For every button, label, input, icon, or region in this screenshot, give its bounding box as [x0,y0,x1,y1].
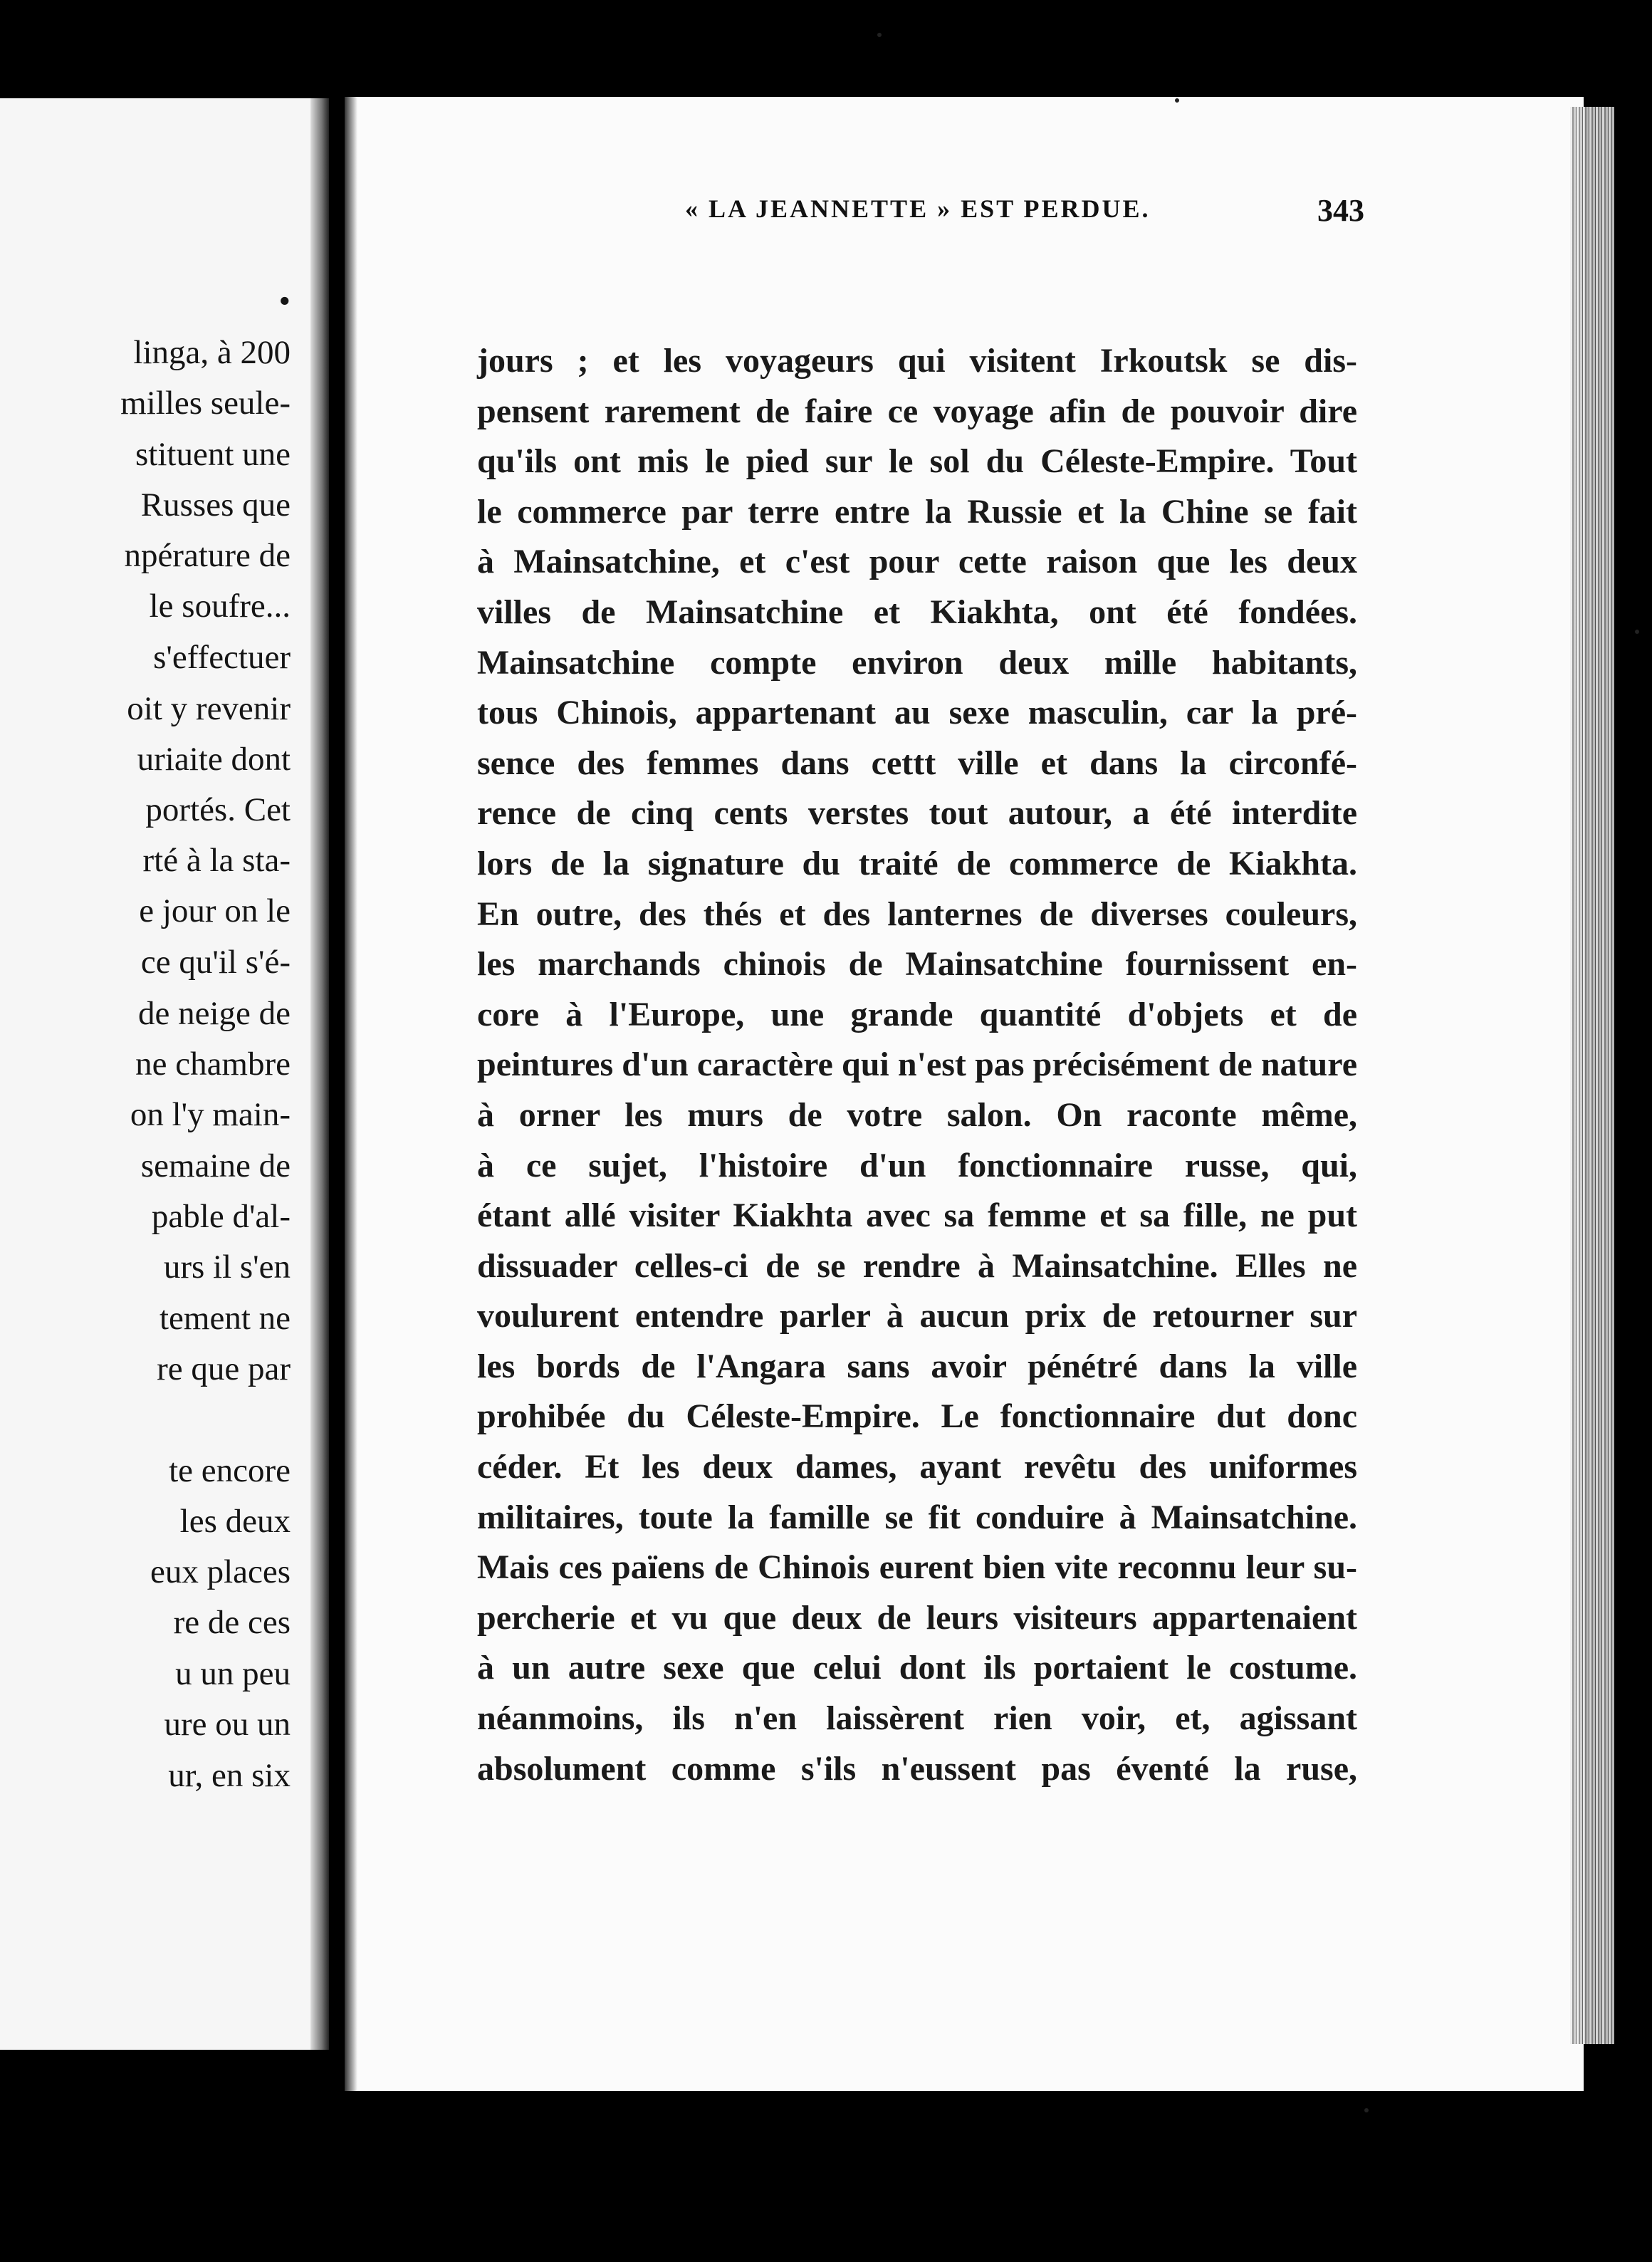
text-line: céder. Et les deux dames, ayant revêtu des uniformes [477,1448,1357,1486]
left-page-line: oit y revenir [127,690,291,727]
left-page-line: ce qu'il s'é- [140,944,291,981]
left-page-line: uriaite dont [137,741,291,778]
page-number: 343 [1317,193,1364,228]
left-page-line: npérature de [124,537,291,574]
text-line: percherie et vu que deux de leurs visiteurs appartenaient [477,1598,1357,1637]
body-text [477,336,1357,1794]
left-page-line: les deux [179,1503,291,1540]
left-page [0,98,329,2050]
text-line: dissuader celles-ci de se rendre à Mainsatchine. Elles ne [477,1246,1357,1285]
left-page-line: de neige de [137,995,291,1032]
text-line: le commerce par terre entre la Russie et la Chine se fait [477,492,1357,531]
text-line: pensent rarement de faire ce voyage afin de pouvoir dire [477,392,1357,430]
left-page-line: re de ces [173,1604,291,1641]
text-line: néanmoins, ils n'en laissèrent rien voir, et, agissant [477,1699,1357,1738]
text-line: les marchands chinois de Mainsatchine fournissent en- [477,945,1357,984]
text-line: Mais ces païens de Chinois eurent bien vite reconnu leur su- [477,1548,1357,1587]
running-title: « LA JEANNETTE » EST PERDUE. [685,194,1151,223]
left-page-line: ure ou un [164,1706,291,1743]
scan-speck [1364,2108,1369,2112]
text-line: absolument comme s'ils n'eussent pas éventé la ruse, [477,1749,1357,1788]
text-line: villes de Mainsatchine et Kiakhta, ont été fondées. [477,593,1357,631]
text-line: à ce sujet, l'histoire d'un fonctionnaire russe, qui, [477,1146,1357,1184]
text-line: Mainsatchine compte environ deux mille habitants, [477,643,1357,682]
text-line: les bords de l'Angara sans avoir pénétré dans la ville [477,1347,1357,1385]
book-fore-edge [1570,107,1614,2044]
left-page-line: linga, à 200 [133,334,291,371]
text-line: sence des femmes dans cettt ville et dans la circonfé- [477,744,1357,782]
text-line: qu'ils ont mis le pied sur le sol du Céleste-Empire. Tout [477,442,1357,481]
left-page-line: milles seule- [120,385,291,422]
left-page-line: eux places [150,1553,291,1590]
left-page-line: Russes que [140,486,291,523]
left-page-gutter-shadow [310,98,329,2050]
text-line: core à l'Europe, une grande quantité d'objets et de [477,995,1357,1033]
left-page-line: u un peu [175,1655,291,1692]
left-page-line: • [278,283,291,320]
left-page-line: e jour on le [139,892,291,929]
text-line: lors de la signature du traité de commerce de Kiakhta. [477,844,1357,882]
text-line: à un autre sexe que celui dont ils portaient le costume. [477,1649,1357,1687]
text-line: prohibée du Céleste-Empire. Le fonctionnaire dut donc [477,1397,1357,1436]
text-line: tous Chinois, appartenant au sexe masculin, car la pré- [477,694,1357,732]
text-line: à orner les murs de votre salon. On raconte même, [477,1095,1357,1134]
text-line: voulurent entendre parler à aucun prix de retourner sur [477,1297,1357,1335]
left-page-line: re que par [157,1350,291,1387]
text-line: militaires, toute la famille se fit conduire à Mainsatchine. [477,1498,1357,1536]
scan-speck [1635,630,1639,634]
left-page-line: portés. Cet [145,791,291,828]
left-page-line: le soufre... [149,588,291,625]
text-line: jours ; et les voyageurs qui visitent Irkoutsk se dis- [477,342,1357,380]
left-page-line: stituent une [135,436,291,473]
left-page-line: ne chambre [135,1046,291,1083]
text-line: rence de cinq cents verstes tout autour, a été interdite [477,794,1357,833]
left-page-line: pable d'al- [151,1198,291,1235]
text-line: à Mainsatchine, et c'est pour cette raison que les deux [477,543,1357,581]
left-page-line: semaine de [140,1147,291,1184]
text-line: étant allé visiter Kiakhta avec sa femme et sa fille, ne put [477,1197,1357,1235]
text-line: En outre, des thés et des lanternes de diverses couleurs, [477,895,1357,933]
left-page-line: ur, en six [168,1757,291,1794]
text-line: peintures d'un caractère qui n'est pas précisément de nature [477,1046,1357,1084]
left-page-line: tement ne [159,1300,291,1337]
scan-speck [1175,98,1179,103]
scan-speck [877,33,882,37]
left-page-line: urs il s'en [163,1249,291,1286]
left-page-line: te encore [169,1452,291,1489]
left-page-line: on l'y main- [130,1096,291,1133]
page-header [342,192,1364,235]
left-page-line: s'effectuer [153,639,291,676]
right-page-gutter-shadow [345,97,357,2091]
left-page-line: rté à la sta- [142,842,291,879]
